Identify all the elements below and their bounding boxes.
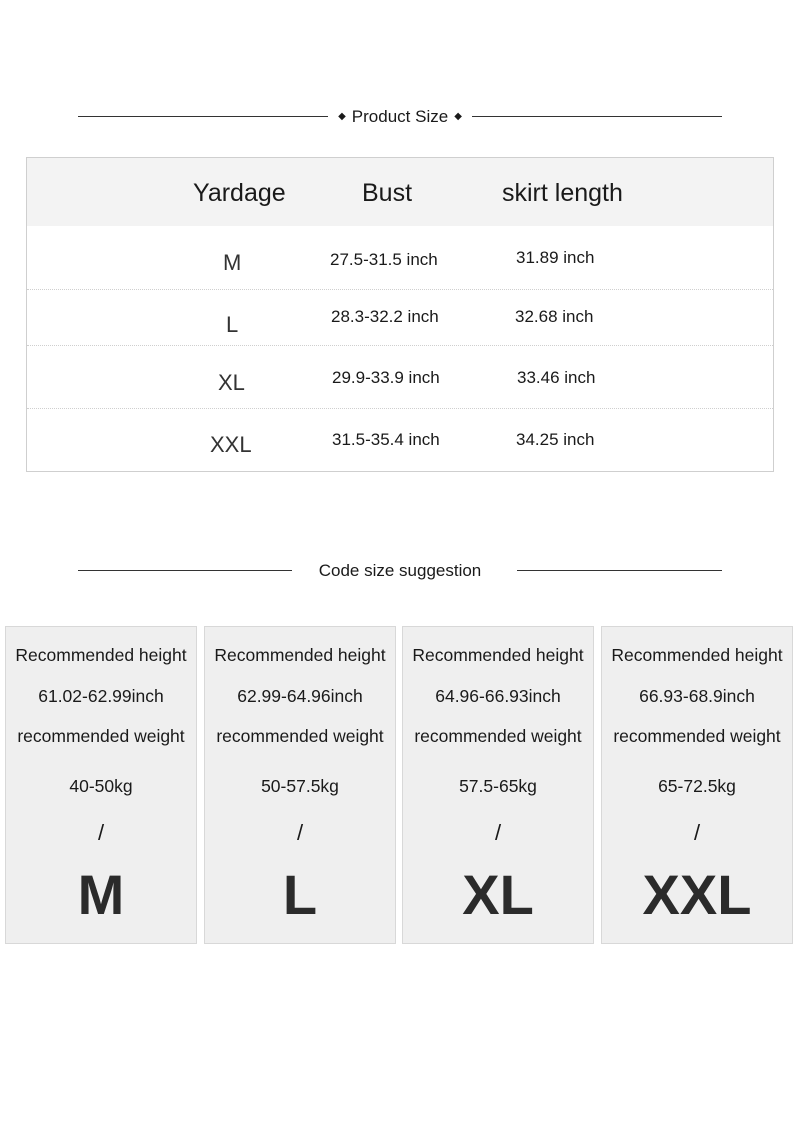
product-size-title-bar bbox=[78, 107, 722, 127]
suggestion-title: Code size suggestion bbox=[318, 561, 482, 580]
row-length: 34.25 inch bbox=[516, 430, 595, 449]
weight-label: recommended weight bbox=[414, 726, 582, 746]
size-card-m bbox=[5, 626, 197, 944]
weight-label: recommended weight bbox=[216, 726, 384, 746]
header-yardage: Yardage bbox=[193, 179, 286, 207]
row-bust: 27.5-31.5 inch bbox=[330, 250, 438, 269]
row-length: 33.46 inch bbox=[517, 368, 596, 387]
row-size: XL bbox=[218, 370, 245, 395]
size-letter: XXL bbox=[642, 863, 752, 926]
separator-slash: / bbox=[97, 820, 105, 845]
height-label: Recommended height bbox=[611, 645, 783, 665]
row-length: 32.68 inch bbox=[515, 307, 594, 326]
separator-slash: / bbox=[494, 820, 502, 845]
diamond-icon: ◆ bbox=[454, 110, 462, 122]
size-card-xl bbox=[402, 626, 594, 944]
header-bust: Bust bbox=[362, 179, 413, 207]
table-row bbox=[27, 409, 773, 471]
size-table bbox=[26, 157, 774, 472]
row-bust: 31.5-35.4 inch bbox=[332, 430, 440, 449]
size-card-l bbox=[204, 626, 396, 944]
row-size: XXL bbox=[210, 432, 252, 457]
weight-value: 40-50kg bbox=[69, 776, 133, 796]
weight-label: recommended weight bbox=[613, 726, 781, 746]
table-row bbox=[27, 226, 773, 290]
size-letter: L bbox=[282, 863, 318, 926]
size-letter: XL bbox=[462, 863, 534, 926]
separator-slash: / bbox=[693, 820, 701, 845]
suggestion-cards bbox=[0, 626, 800, 944]
height-label: Recommended height bbox=[214, 645, 386, 665]
diamond-icon: ◆ bbox=[338, 110, 346, 122]
height-label: Recommended height bbox=[15, 645, 187, 665]
height-value: 61.02-62.99inch bbox=[38, 686, 164, 706]
row-bust: 28.3-32.2 inch bbox=[331, 307, 439, 326]
weight-label: recommended weight bbox=[17, 726, 185, 746]
height-value: 66.93-68.9inch bbox=[639, 686, 755, 706]
size-letter: M bbox=[77, 863, 125, 926]
row-size: M bbox=[223, 250, 242, 275]
header-skirt-length: skirt length bbox=[502, 179, 623, 207]
height-value: 62.99-64.96inch bbox=[237, 686, 363, 706]
product-size-title: ◆ Product Size ◆ bbox=[338, 107, 462, 126]
height-value: 64.96-66.93inch bbox=[435, 686, 561, 706]
height-label: Recommended height bbox=[412, 645, 584, 665]
weight-value: 57.5-65kg bbox=[459, 776, 537, 796]
row-size: L bbox=[226, 312, 239, 337]
table-header bbox=[27, 158, 773, 226]
size-card-xxl bbox=[601, 626, 793, 944]
separator-slash: / bbox=[296, 820, 304, 845]
row-length: 31.89 inch bbox=[516, 248, 595, 267]
weight-value: 65-72.5kg bbox=[658, 776, 736, 796]
row-bust: 29.9-33.9 inch bbox=[332, 368, 440, 387]
weight-value: 50-57.5kg bbox=[261, 776, 339, 796]
table-row bbox=[27, 290, 773, 346]
table-row bbox=[27, 346, 773, 409]
suggestion-title-bar bbox=[78, 561, 722, 581]
